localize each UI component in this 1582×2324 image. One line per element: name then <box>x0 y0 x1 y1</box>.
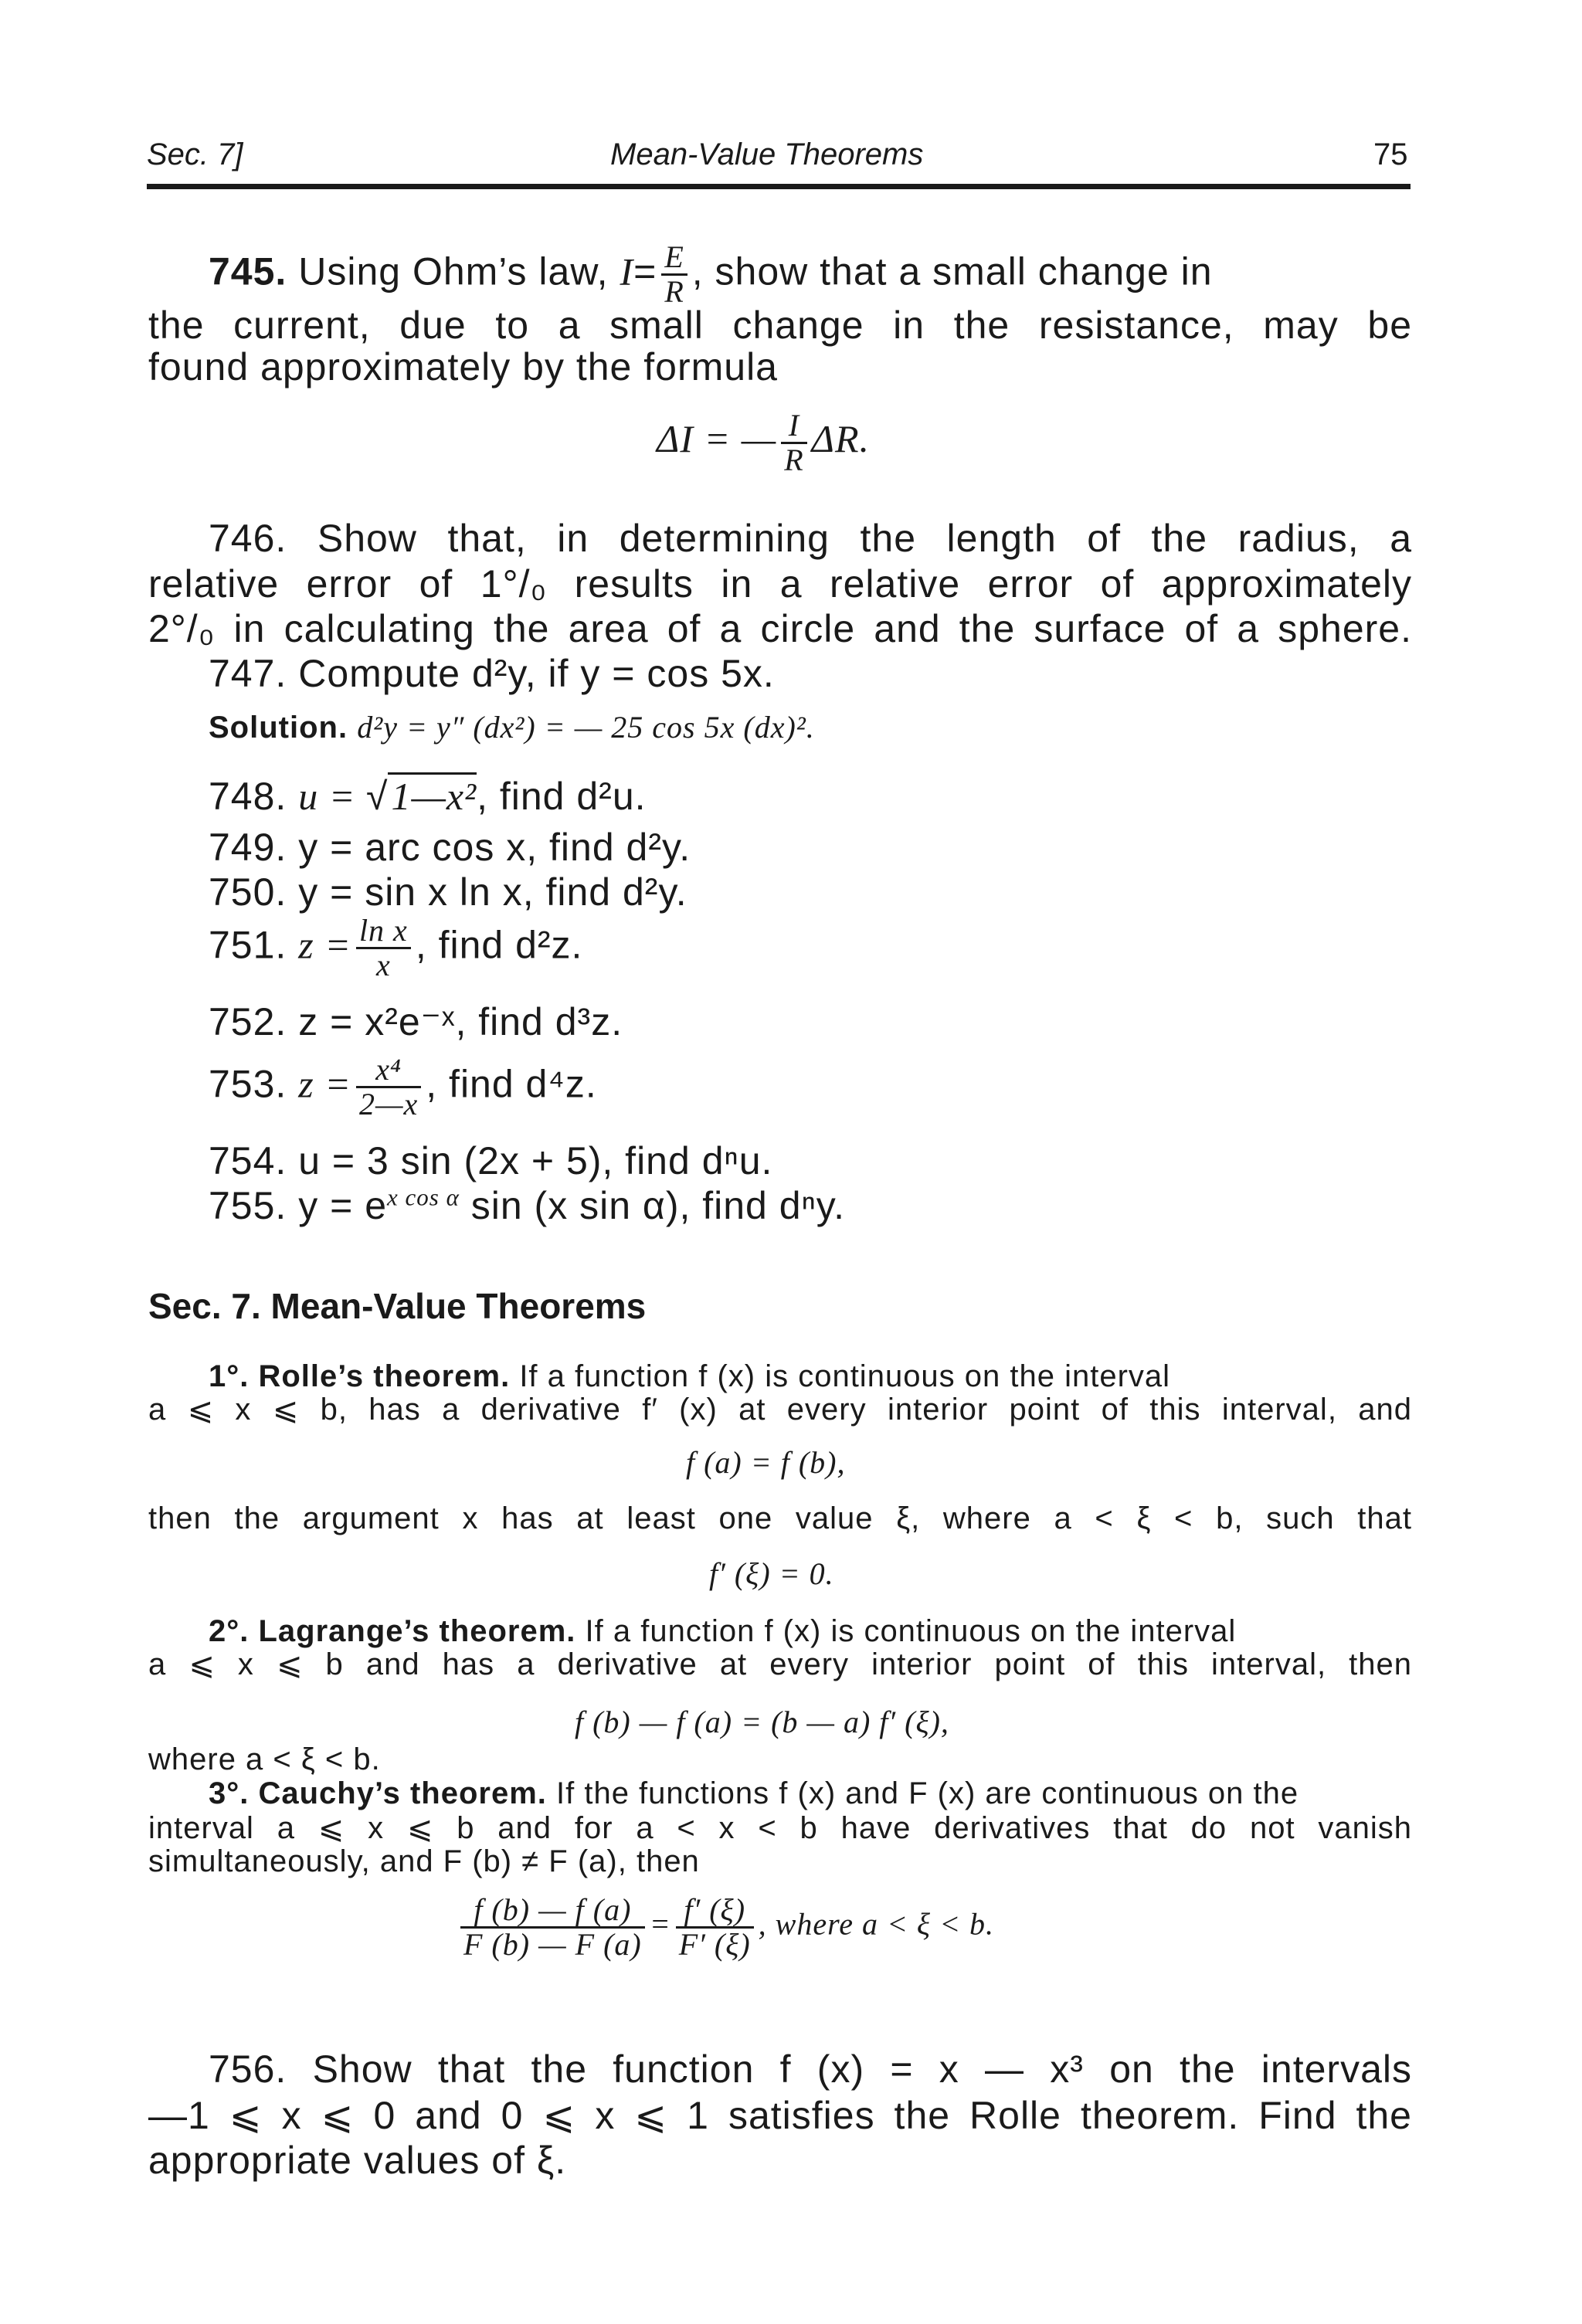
cauchy-equals: = <box>649 1906 671 1942</box>
cauchy-text1: If the functions f (x) and F (x) are continuous on the <box>556 1776 1299 1810</box>
problem-749: 749. y = arc cos x, find d²y. <box>209 826 691 869</box>
problem-755-lhs: 755. y = e <box>209 1184 387 1227</box>
problem-751-rhs: , find d²z. <box>415 923 583 967</box>
solution-label: Solution. <box>209 711 348 745</box>
formula-den: R <box>784 443 804 477</box>
rolle-eq1: f (a) = f (b), <box>686 1445 846 1480</box>
lagrange-line2: a ⩽ x ⩽ b and has a derivative at every interior point of this interval, then <box>148 1647 1412 1681</box>
formula-num: I <box>781 409 806 444</box>
problem-751-lhs: z = <box>298 923 351 967</box>
cauchy-num1: f (b) — f (a) <box>460 1894 645 1929</box>
lagrange-where: where a < ξ < b. <box>148 1742 381 1776</box>
problem-753-den: 2—x <box>358 1087 419 1121</box>
cauchy-line1 <box>209 1776 1299 1811</box>
rolle-label: 1°. Rolle’s theorem. <box>209 1359 511 1393</box>
cauchy-fraction-right <box>676 1894 754 1961</box>
cauchy-num2: f′ (ξ) <box>676 1894 754 1929</box>
lagrange-line1 <box>209 1614 1236 1649</box>
problem-755-exponent: x cos α <box>387 1183 460 1211</box>
cauchy-line3: simultaneously, and F (b) ≠ F (a), then <box>148 1844 700 1878</box>
problem-751-den: x <box>375 948 391 982</box>
problem-746-line1: 746. Show that, in determining the length of the radius, a <box>209 517 1412 560</box>
rolle-line1 <box>209 1359 1414 1394</box>
problem-756-line3: appropriate values of ξ. <box>148 2139 567 2182</box>
problem-756-line2: —1 ⩽ x ⩽ 0 and 0 ⩽ x ⩽ 1 satisfies the Rolle theorem. Find the <box>148 2094 1412 2137</box>
cauchy-den2: F′ (ξ) <box>678 1927 751 1962</box>
problem-745-line3: found approximately by the formula <box>148 345 778 388</box>
lagrange-label: 2°. Lagrange’s theorem. <box>209 1614 576 1648</box>
cauchy-formula <box>456 1894 994 1961</box>
rolle-line3: then the argument x has at least one value ξ, where a < ξ < b, such that <box>148 1501 1412 1535</box>
problem-751-fraction <box>356 914 411 982</box>
problem-753-number: 753. <box>209 1062 287 1106</box>
header-rule <box>147 184 1411 189</box>
problem-754: 754. u = 3 sin (2x + 5), find dⁿu. <box>209 1139 773 1182</box>
problem-745-line1 <box>209 241 1213 308</box>
lagrange-eq: f (b) — f (a) = (b — a) f′ (ξ), <box>575 1705 949 1739</box>
problem-753-rhs: , find d⁴z. <box>426 1062 597 1106</box>
problem-745-text-b: , show that a small change in <box>691 249 1213 293</box>
solution-formula: d²y = y″ (dx²) = — 25 cos 5x (dx)². <box>357 710 815 745</box>
formula-delta-I <box>657 409 870 477</box>
formula-fraction <box>781 409 806 477</box>
header-title: Mean-Value Theorems <box>610 137 924 171</box>
ohm-fraction <box>661 241 687 308</box>
cauchy-den1: F (b) — F (a) <box>463 1927 642 1962</box>
rolle-line2: a ⩽ x ⩽ b, has a derivative f′ (x) at every interior point of this interval, and <box>148 1393 1412 1427</box>
problem-755-rhs: sin (x sin α), find dⁿy. <box>459 1184 845 1227</box>
page-number: 75 <box>1373 137 1408 171</box>
problem-745-line2: the current, due to a small change in the resistance, may be <box>148 304 1412 347</box>
problem-748 <box>209 774 647 819</box>
rolle-text1: If a function f (x) is continuous on the interval <box>519 1359 1171 1393</box>
problem-753-num: x⁴ <box>356 1053 421 1088</box>
problem-751-num: ln x <box>356 914 411 949</box>
problem-747: 747. Compute d²y, if y = cos 5x. <box>209 652 775 695</box>
section-heading: Sec. 7. Mean-Value Theorems <box>148 1286 647 1326</box>
problem-756-line1: 756. Show that the function f (x) = x — x³ on the intervals <box>209 2047 1412 2091</box>
problem-745-text-a: Using Ohm’s law, <box>298 249 609 293</box>
ohm-R: R <box>664 274 684 309</box>
sqrt-sign: √ <box>365 775 389 818</box>
problem-745-number: 745. <box>209 249 287 293</box>
problem-746-line3: 2°/₀ in calculating the area of a circle and the surface of a sphere. <box>148 607 1412 650</box>
rolle-eq2: f′ (ξ) = 0. <box>709 1556 834 1591</box>
problem-753 <box>209 1053 597 1121</box>
problem-748-rhs: , find d²u. <box>477 775 647 818</box>
problem-746-line2: relative error of 1°/₀ results in a relative error of approximately <box>148 562 1412 606</box>
header-section: Sec. 7] <box>147 137 243 171</box>
problem-753-lhs: z = <box>298 1062 351 1106</box>
problem-751 <box>209 914 582 982</box>
solution-747 <box>209 709 815 745</box>
lagrange-text1: If a function f (x) is continuous on the interval <box>585 1614 1237 1648</box>
problem-752: 752. z = x²e⁻ˣ, find d³z. <box>209 1000 623 1043</box>
problem-748-number: 748. <box>209 775 287 818</box>
ohm-eq: = <box>633 249 657 293</box>
cauchy-where: , where a < ξ < b. <box>758 1906 995 1942</box>
cauchy-label: 3°. Cauchy’s theorem. <box>209 1776 547 1810</box>
problem-753-fraction <box>356 1053 421 1121</box>
problem-748-lhs: u = <box>298 775 366 818</box>
cauchy-fraction-left <box>460 1894 645 1961</box>
problem-751-number: 751. <box>209 923 287 967</box>
cauchy-line2: interval a ⩽ x ⩽ b and for a < x < b have derivatives that do not vanish <box>148 1811 1412 1845</box>
formula-left: ΔI = — <box>657 416 777 460</box>
problem-750: 750. y = sin x ln x, find d²y. <box>209 870 687 914</box>
ohm-E: E <box>661 241 687 276</box>
ohm-I: I <box>620 249 634 293</box>
problem-748-radicand: 1—x² <box>388 772 477 818</box>
problem-755 <box>209 1183 845 1228</box>
formula-right: ΔR. <box>811 416 871 460</box>
